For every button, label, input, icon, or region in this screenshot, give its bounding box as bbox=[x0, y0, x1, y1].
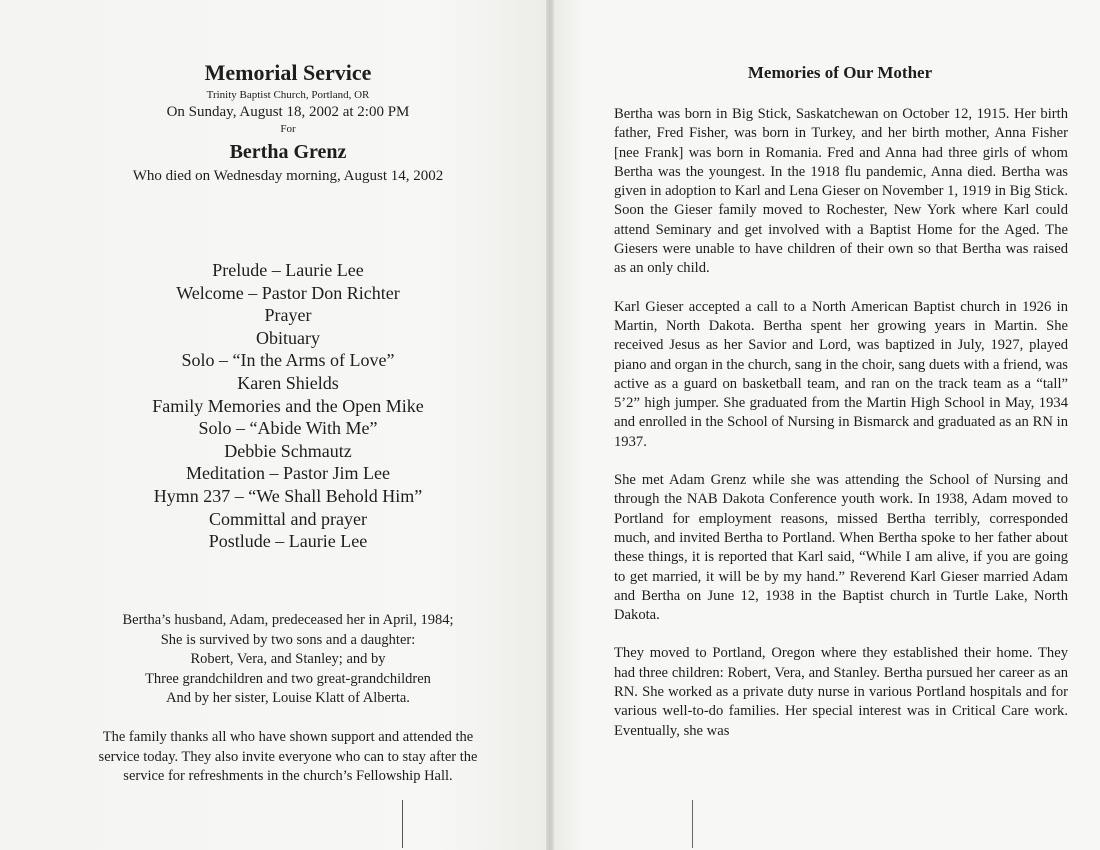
survived-line: She is survived by two sons and a daughter: bbox=[160, 631, 416, 648]
for-label: For bbox=[280, 123, 296, 135]
thanks-line: service for refreshments in the church’s Fellowship Hall. bbox=[123, 768, 453, 785]
survived-line: And by her sister, Louise Klatt of Alberta. bbox=[166, 690, 410, 707]
program-item: Hymn 237 – “We Shall Behold Him” bbox=[153, 485, 423, 506]
service-title: Memorial Service bbox=[204, 60, 372, 85]
thanks-line: The family thanks all who have shown support and attended the bbox=[102, 729, 474, 745]
date-of-death: Who died on Wednesday morning, August 14, 2002 bbox=[132, 168, 444, 184]
program-item: Solo – “In the Arms of Love” bbox=[181, 350, 395, 371]
paper-crease-left bbox=[402, 800, 403, 848]
program-item: Debbie Schmautz bbox=[224, 440, 352, 461]
survived-line: Three grandchildren and two great-grandchildren bbox=[145, 670, 431, 687]
program-item: Postlude – Laurie Lee bbox=[208, 531, 368, 552]
program-item: Welcome – Pastor Don Richter bbox=[176, 282, 400, 303]
thanks-line: service today. They also invite everyone who can to stay after the bbox=[98, 748, 478, 765]
program-item: Meditation – Pastor Jim Lee bbox=[186, 463, 390, 484]
church-name: Trinity Baptist Church, Portland, OR bbox=[206, 89, 370, 101]
article-paragraph: She met Adam Grenz while she was attending the School of Nursing and through the NAB Dakota Conference youth work. In 1938, Adam moved to Portland for employment reasons, missed Bertha terribly, corresponded much, and invited Bertha to Portland. When Bertha spoke to her father about these things, it is reported that Karl said, “While I am alive, if you are going to get married, it will be by my hand.” Reverend Karl Gieser married Adam and Bertha on June 12, 1938 in the Baptist church in Turtle Lake, North Dakota. bbox=[614, 472, 1068, 624]
memories-title: Memories of Our Mother bbox=[747, 63, 933, 82]
program-item: Prayer bbox=[264, 305, 312, 326]
article-paragraph: Karl Gieser accepted a call to a North American Baptist church in 1926 in Martin, North Dakota. Bertha spent her growing years in Martin. She received Jesus as her Savior and Lord, was baptized in July, 1927, played piano and organ in the church, sang in the choir, sang duets with a friend, was active as a guard on basketball team, and ran on the track team as a “tall” 5’2” high jumper. She graduated from the Martin High School in May, 1934 and enrolled in the School of Nursing in Bismarck and graduated as an RN in 1937. bbox=[614, 298, 1068, 450]
memories-article bbox=[614, 105, 1068, 760]
survived-line: Robert, Vera, and Stanley; and by bbox=[190, 651, 386, 668]
program-item: Family Memories and the Open Mike bbox=[152, 395, 424, 416]
program-item: Prelude – Laurie Lee bbox=[212, 260, 364, 280]
program-item: Committal and prayer bbox=[209, 508, 367, 529]
program-item: Solo – “Abide With Me” bbox=[198, 418, 378, 439]
deceased-name: Bertha Grenz bbox=[229, 141, 347, 163]
program-item: Karen Shields bbox=[237, 372, 339, 393]
survived-by-block bbox=[20, 611, 556, 709]
order-of-service bbox=[20, 259, 556, 553]
paper-crease-right bbox=[692, 800, 693, 848]
service-date: On Sunday, August 18, 2002 at 2:00 PM bbox=[166, 104, 410, 120]
program-item: Obituary bbox=[256, 327, 320, 348]
article-paragraph: Bertha was born in Big Stick, Saskatchewan on October 12, 1915. Her birth father, Fred Fisher, was born in Turkey, and her birth mother, Anna Fisher [nee Frank] was born in Romania. Fred and Anna had three girls of whom Bertha was the youngest. In the 1918 flu pandemic, Anna died. Bertha was given in adoption to Karl and Lena Gieser on November 1, 1919 in Big Stick. Soon the Gieser family moved to Rochester, New York where Karl could attend Seminary and get involved with a Baptist Home for the Aged. The Giesers were unable to have children of their own so that Bertha was raised as an only child. bbox=[614, 106, 1068, 277]
survived-line: Bertha’s husband, Adam, predeceased her in April, 1984; bbox=[122, 612, 454, 628]
article-paragraph: They moved to Portland, Oregon where they established their home. They had three children: Robert, Vera, and Stanley. Bertha pursued her career as an RN. She worked as a private duty nurse in various Portland hospitals and for various well-to-do families. Her special interest was in Critical Care work. Eventually, she was bbox=[614, 645, 1068, 739]
service-header bbox=[20, 58, 556, 186]
family-thanks-block bbox=[20, 728, 556, 787]
